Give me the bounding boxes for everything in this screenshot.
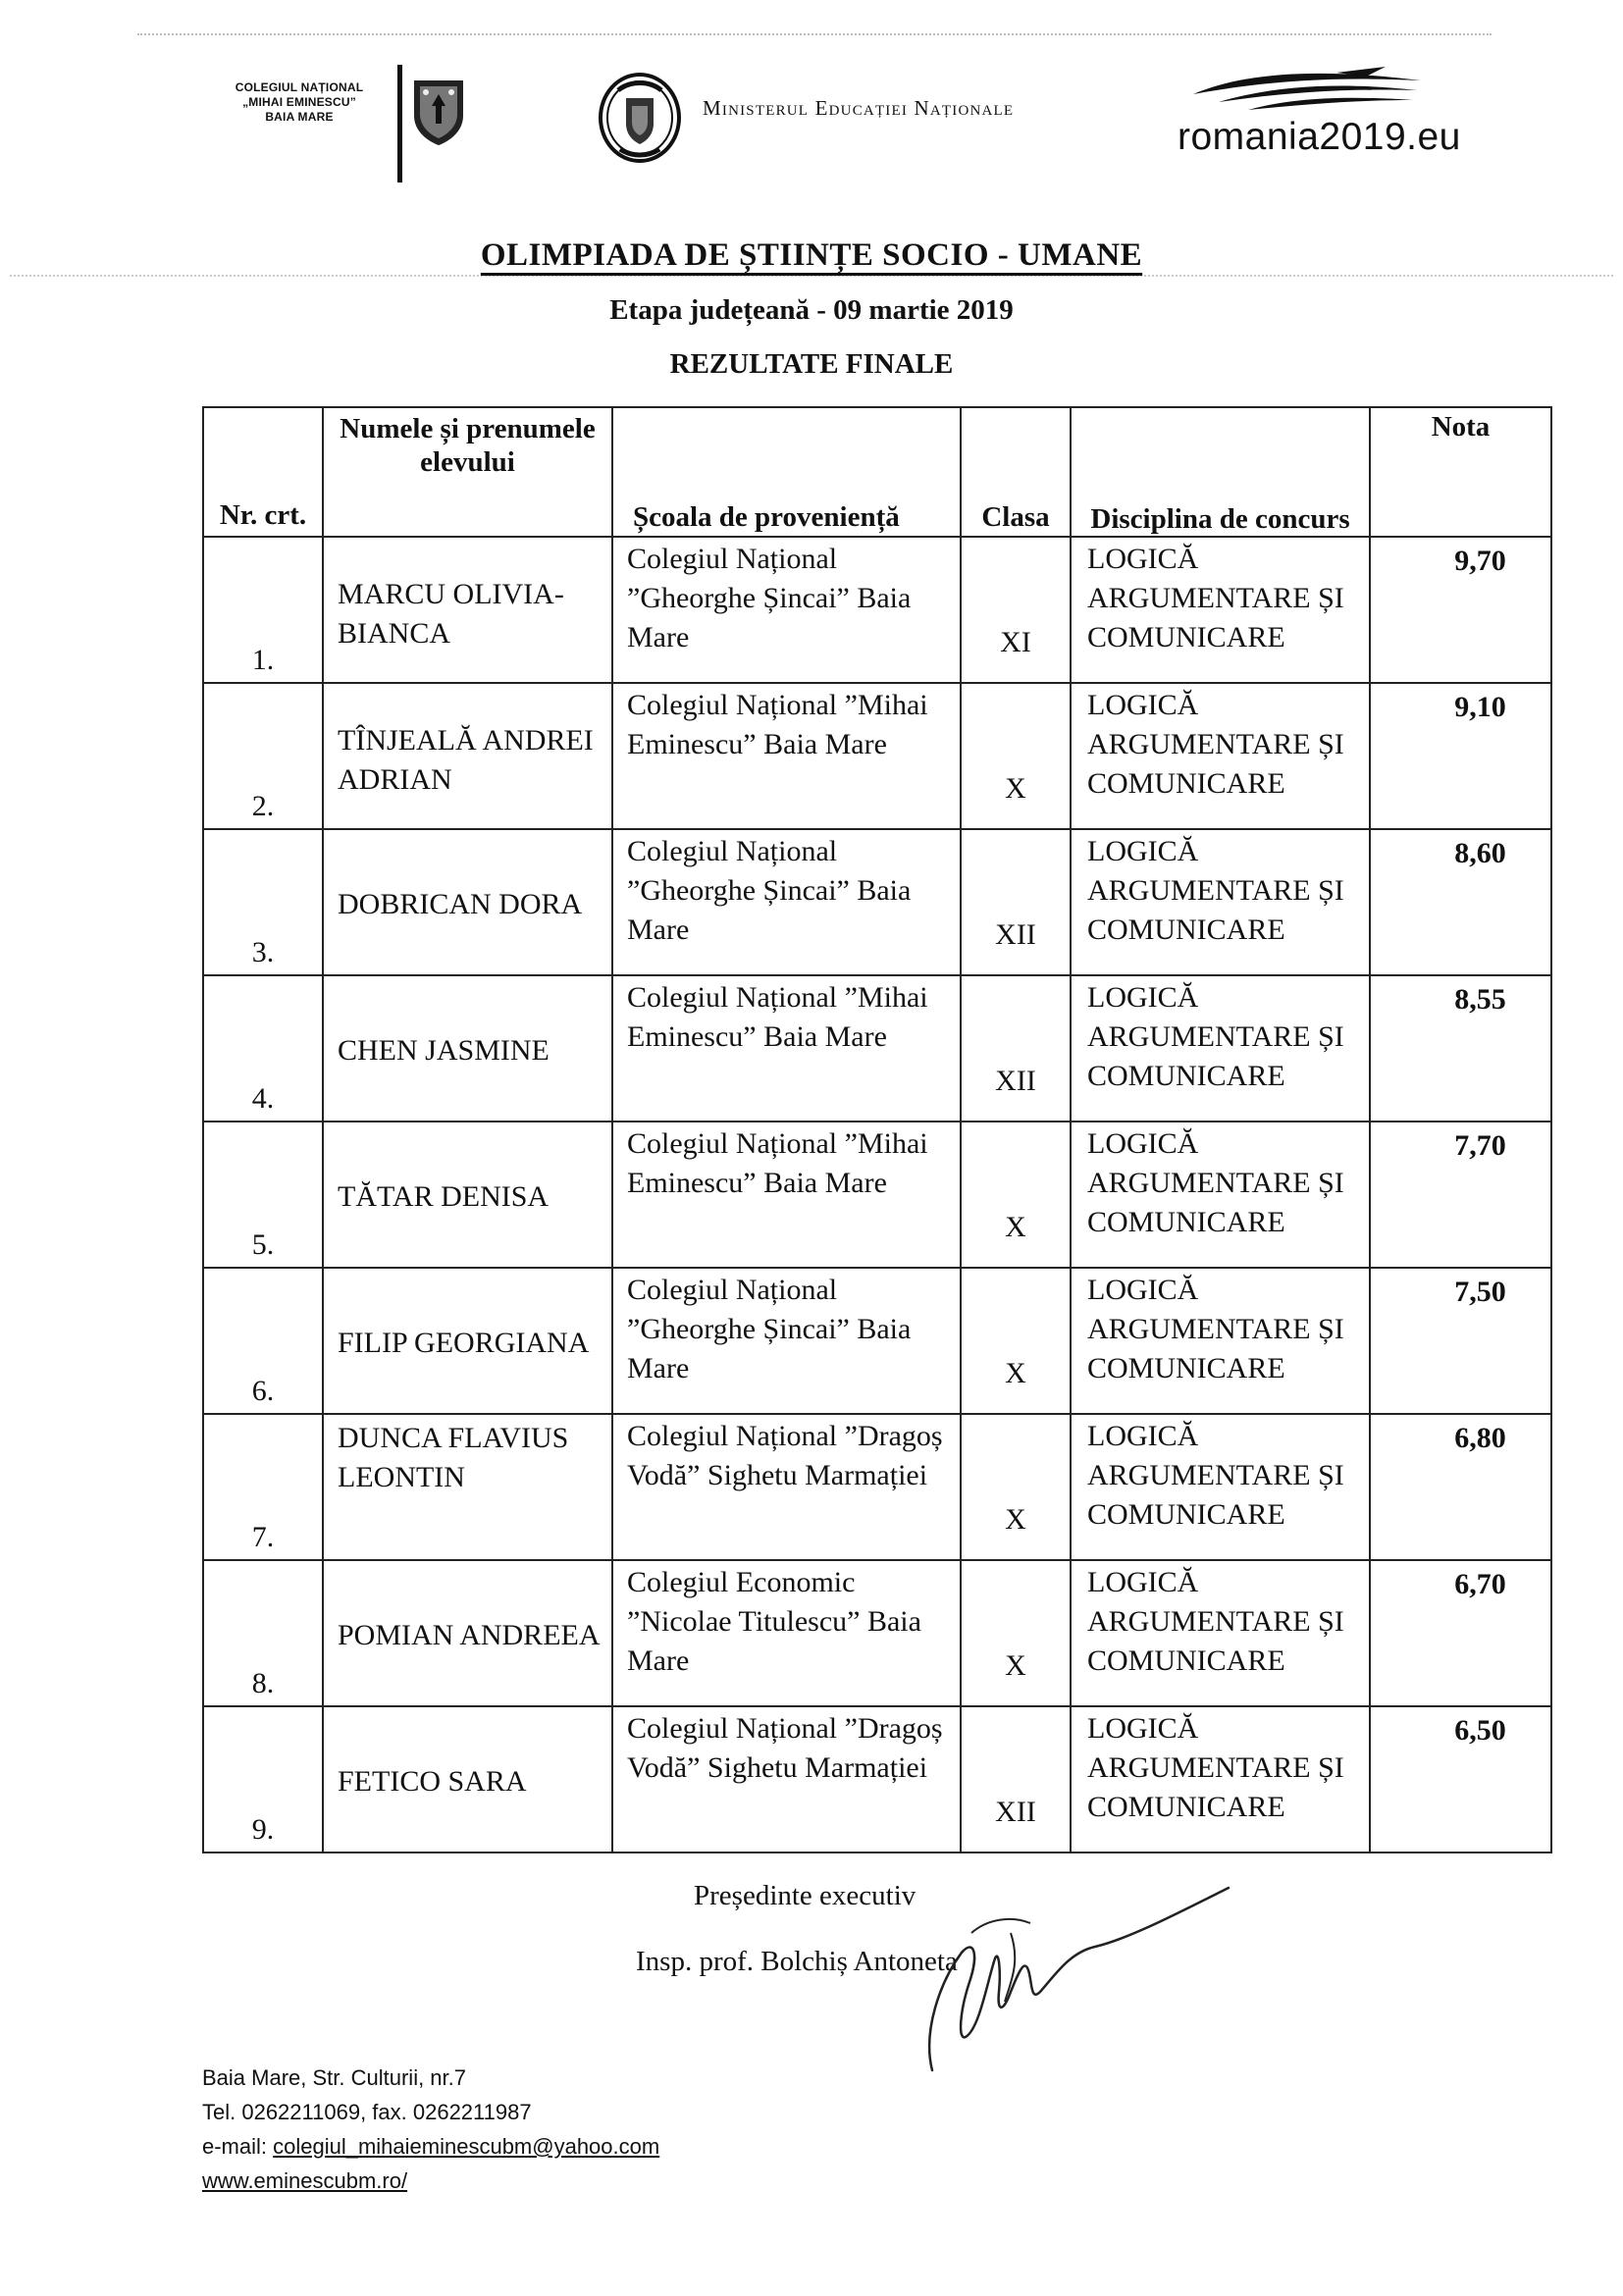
signatory-name: Insp. prof. Bolchiș Antoneta [636,1946,958,1977]
cell-school: Colegiul Național ”Gheorghe Șincai” Baia Mare [612,1268,961,1414]
column-header-grade: Nota [1370,407,1551,537]
ministry-title: Ministerul Educației Naționale [703,96,1015,120]
cell-discipline: LOGICĂ ARGUMENTARE ȘI COMUNICARE [1071,975,1370,1122]
table-row [203,1560,1551,1706]
cell-class: X [961,1268,1071,1414]
cell-school: Colegiul Național ”Dragoș Vodă” Sighetu Marmației [612,1706,961,1852]
cell-class: XII [961,829,1071,975]
school-logo-line: COLEGIUL NAȚIONAL [235,80,364,94]
cell-discipline: LOGICĂ ARGUMENTARE ȘI COMUNICARE [1071,1706,1370,1852]
column-header-class: Clasa [961,407,1071,537]
column-header-discipline: Disciplina de concurs [1071,407,1370,537]
romania2019-logo-text: romania2019.eu [1178,116,1461,158]
school-logo-line: „MIHAI EMINESCU” [242,95,356,109]
logo-divider [397,65,402,183]
cell-discipline: LOGICĂ ARGUMENTARE ȘI COMUNICARE [1071,1268,1370,1414]
cell-name: MARCU OLIVIA-BIANCA [323,537,612,683]
cell-class: X [961,1122,1071,1268]
table-row [203,683,1551,829]
results-table [202,406,1552,1853]
table-row [203,1122,1551,1268]
scan-artifact-line-top [137,33,1492,35]
cell-discipline: LOGICĂ ARGUMENTARE ȘI COMUNICARE [1071,1122,1370,1268]
scan-artifact-line-mid [10,275,1613,277]
page-title: OLIMPIADA DE ȘTIINȚE SOCIO - UMANE [480,237,1143,273]
cell-name: DOBRICAN DORA [323,829,612,975]
cell-school: Colegiul Național ”Gheorghe Șincai” Baia Mare [612,537,961,683]
cell-nr: 8. [203,1560,323,1706]
cell-school: Colegiul Național ”Mihai Eminescu” Baia Mare [612,683,961,829]
cell-grade: 6,80 [1370,1414,1551,1560]
cell-grade: 6,50 [1370,1706,1551,1852]
table-row [203,537,1551,683]
table-row [203,975,1551,1122]
table-row [203,1268,1551,1414]
cell-name: POMIAN ANDREEA [323,1560,612,1706]
cell-nr: 2. [203,683,323,829]
cell-grade: 9,70 [1370,537,1551,683]
school-logo-text [226,80,373,125]
cell-name: FETICO SARA [323,1706,612,1852]
cell-school: Colegiul Național ”Mihai Eminescu” Baia Mare [612,975,961,1122]
cell-class: XII [961,1706,1071,1852]
cell-grade: 7,50 [1370,1268,1551,1414]
school-logo-line: BAIA MARE [265,110,334,124]
cell-grade: 8,60 [1370,829,1551,975]
cell-discipline: LOGICĂ ARGUMENTARE ȘI COMUNICARE [1071,683,1370,829]
romania-presidency-swoosh-icon [1189,67,1425,116]
cell-class: X [961,1414,1071,1560]
cell-school: Colegiul Național ”Dragoș Vodă” Sighetu Marmației [612,1414,961,1560]
cell-school: Colegiul Economic ”Nicolae Titulescu” Baia Mare [612,1560,961,1706]
contact-footer [202,2061,659,2198]
cell-class: X [961,683,1071,829]
signatory-role: Președinte executiv [694,1880,916,1911]
page-subtitle: Etapa județeană - 09 martie 2019 [609,294,1014,326]
cell-nr: 5. [203,1122,323,1268]
cell-name: TÎNJEALĂ ANDREI ADRIAN [323,683,612,829]
cell-nr: 1. [203,537,323,683]
table-header-row [203,407,1551,537]
table-row [203,1706,1551,1852]
cell-grade: 8,55 [1370,975,1551,1122]
table-row [203,829,1551,975]
footer-website-link[interactable]: www.eminescubm.ro/ [202,2168,408,2193]
cell-name: FILIP GEORGIANA [323,1268,612,1414]
cell-school: Colegiul Național ”Gheorghe Șincai” Baia Mare [612,829,961,975]
footer-phone: Tel. 0262211069, fax. 0262211987 [202,2100,532,2124]
footer-address: Baia Mare, Str. Culturii, nr.7 [202,2065,466,2090]
column-header-nr: Nr. crt. [203,407,323,537]
cell-discipline: LOGICĂ ARGUMENTARE ȘI COMUNICARE [1071,537,1370,683]
cell-nr: 9. [203,1706,323,1852]
cell-grade: 7,70 [1370,1122,1551,1268]
cell-grade: 6,70 [1370,1560,1551,1706]
cell-class: XI [961,537,1071,683]
footer-email-line [202,2129,659,2164]
cell-name: CHEN JASMINE [323,975,612,1122]
cell-class: X [961,1560,1071,1706]
cell-nr: 3. [203,829,323,975]
cell-school: Colegiul Național ”Mihai Eminescu” Baia Mare [612,1122,961,1268]
school-crest-icon [410,77,467,147]
column-header-school: Școala de proveniență [612,407,961,537]
results-heading: REZULTATE FINALE [669,348,954,380]
cell-discipline: LOGICĂ ARGUMENTARE ȘI COMUNICARE [1071,829,1370,975]
cell-nr: 6. [203,1268,323,1414]
cell-discipline: LOGICĂ ARGUMENTARE ȘI COMUNICARE [1071,1560,1370,1706]
cell-discipline: LOGICĂ ARGUMENTARE ȘI COMUNICARE [1071,1414,1370,1560]
footer-email-link[interactable]: colegiul_mihaieminescubm@yahoo.com [273,2134,660,2159]
column-header-name: Numele și prenumele elevului [323,407,612,537]
cell-nr: 4. [203,975,323,1122]
cell-name: DUNCA FLAVIUS LEONTIN [323,1414,612,1560]
cell-grade: 9,10 [1370,683,1551,829]
cell-name: TĂTAR DENISA [323,1122,612,1268]
handwritten-signature-icon [864,1864,1236,2090]
cell-class: XII [961,975,1071,1122]
footer-email-label: e-mail: [202,2134,274,2159]
cell-nr: 7. [203,1414,323,1560]
ministry-emblem-icon [597,71,683,165]
table-row [203,1414,1551,1560]
